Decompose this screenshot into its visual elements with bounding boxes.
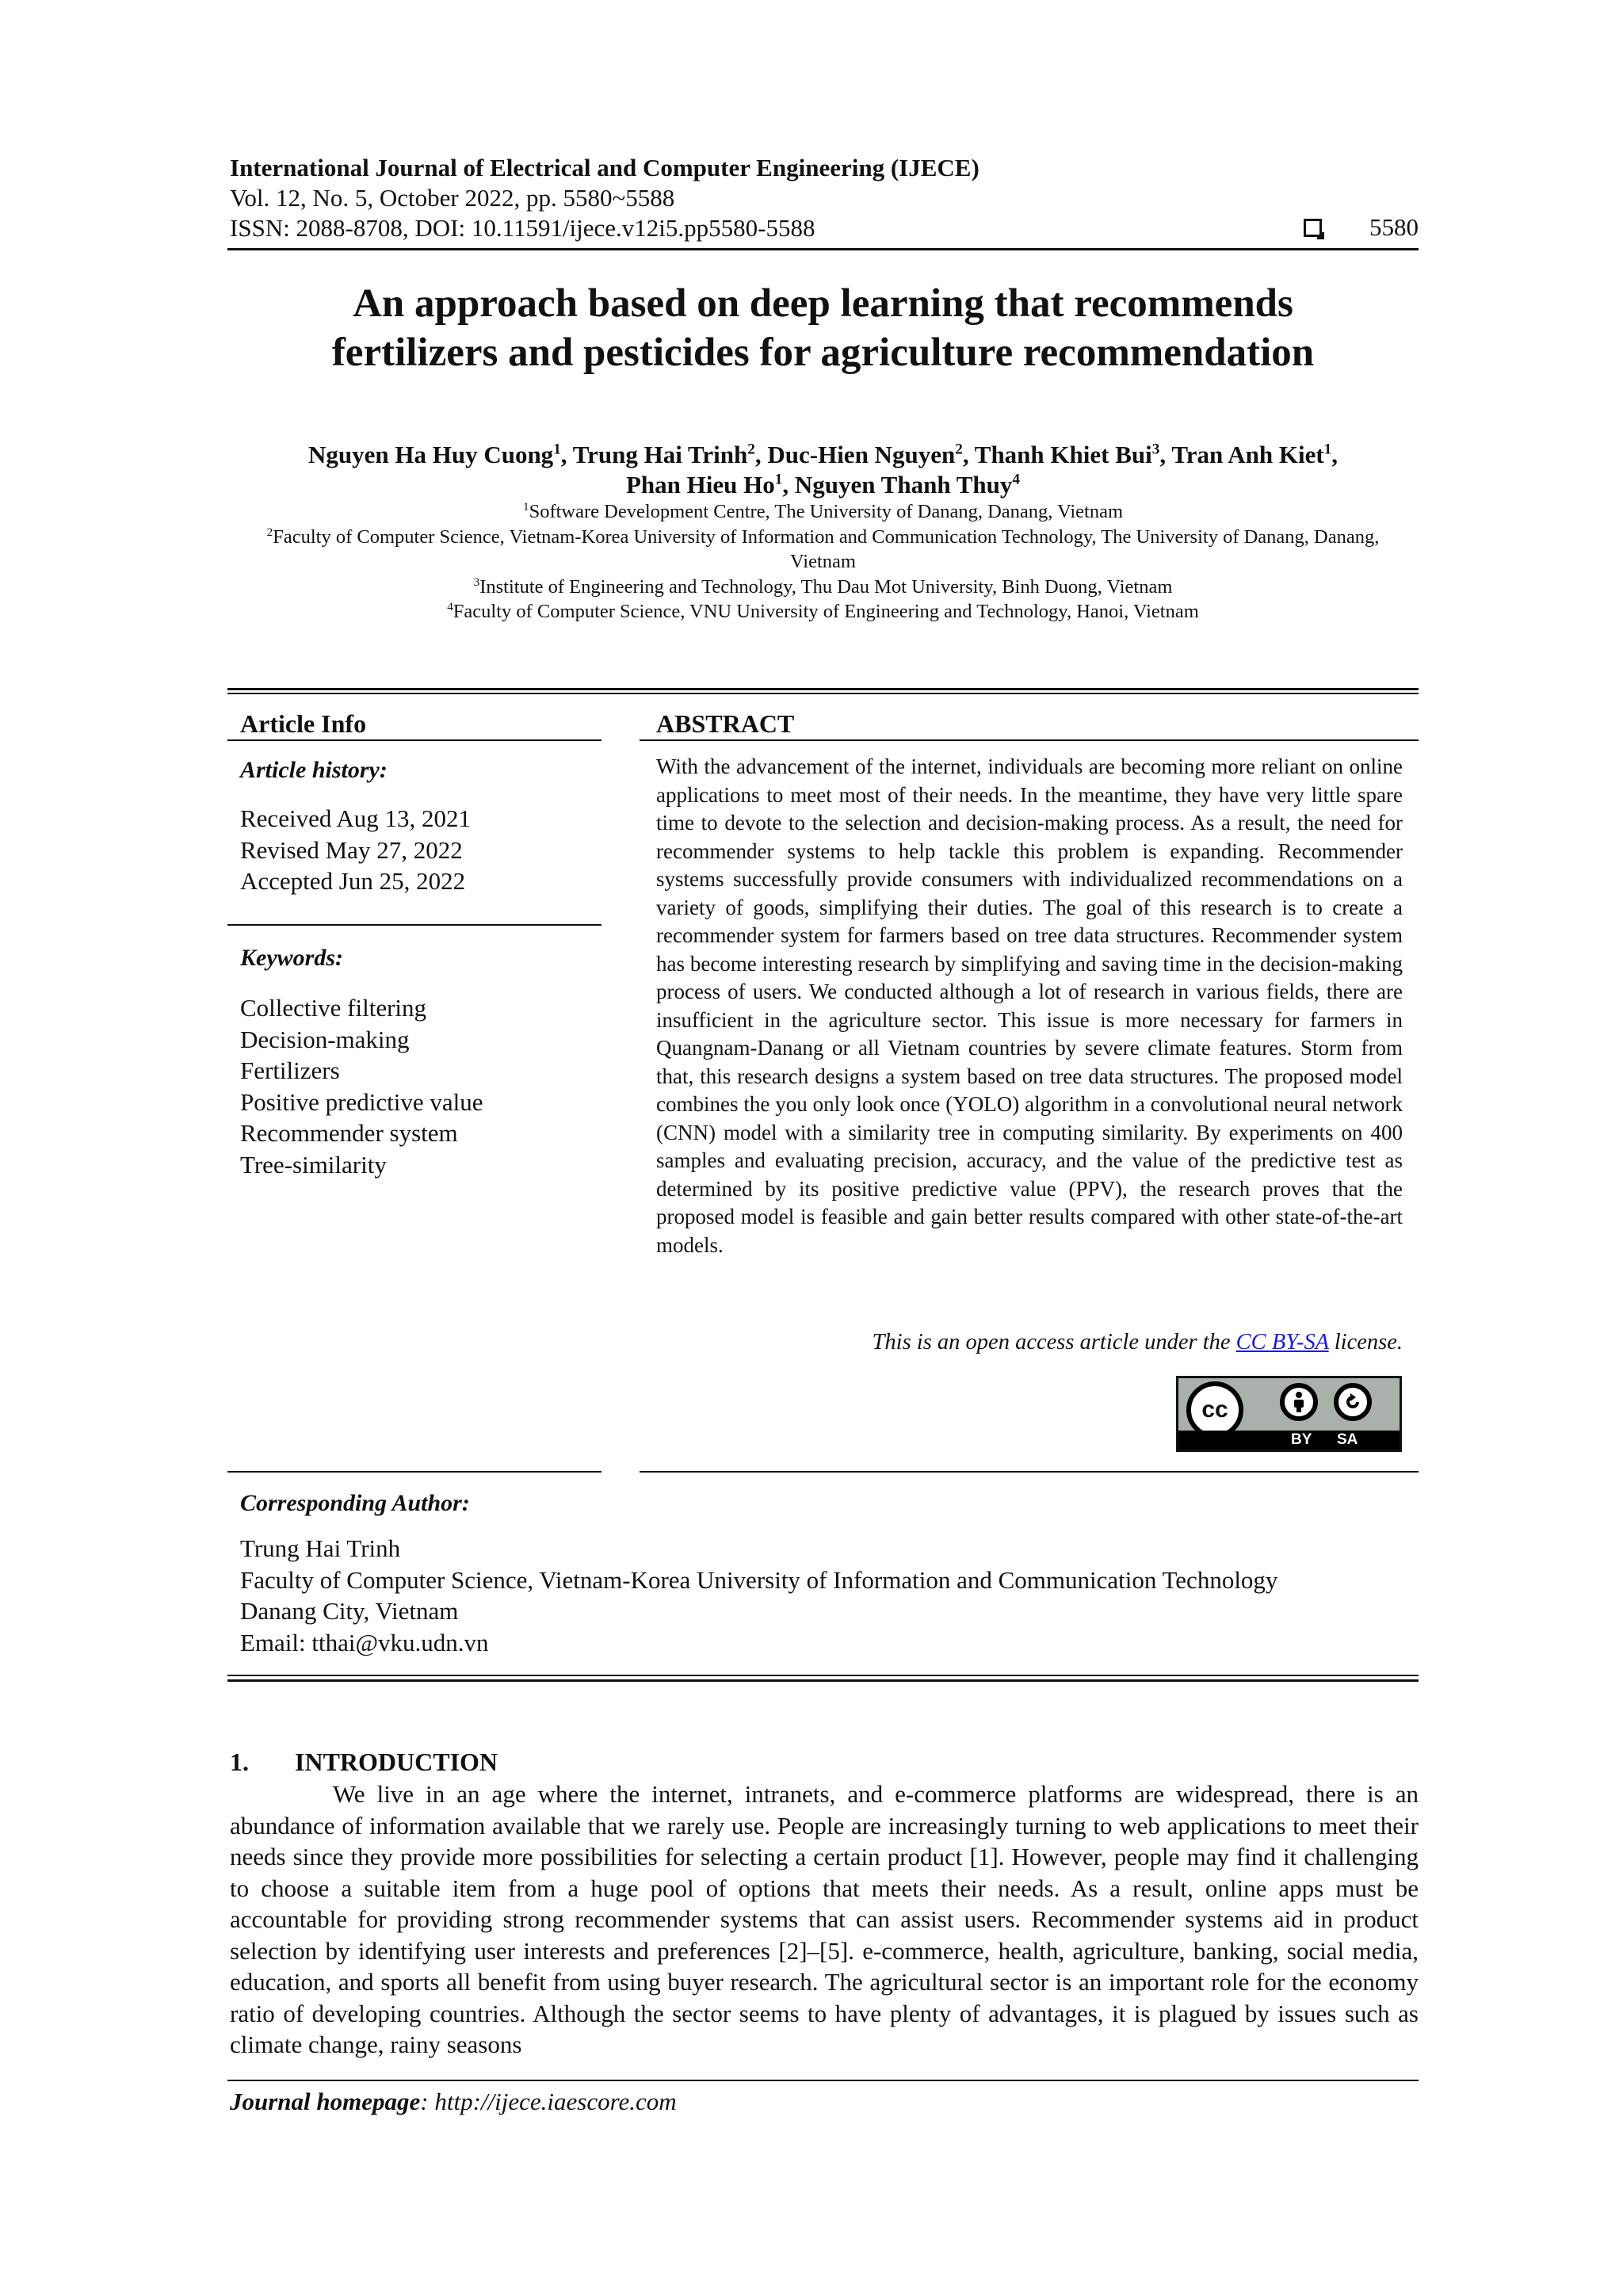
keywords-heading: Keywords:	[240, 945, 343, 971]
abstract-rule	[640, 739, 1419, 741]
history-rule	[227, 924, 601, 926]
affiliation	[227, 599, 1419, 625]
corresponding-city: Danang City, Vietnam	[240, 1597, 459, 1625]
author-name: Tran Anh Kiet	[1171, 441, 1324, 468]
affiliation	[227, 525, 1419, 575]
corresponding-author	[240, 1490, 1413, 1658]
introduction-text	[230, 1778, 1419, 2061]
author-sup: 1	[774, 471, 783, 488]
received-date: Received Aug 13, 2021	[240, 804, 472, 832]
affiliation-text: Software Development Centre, The University of Danang, Danang, Vietnam	[529, 501, 1124, 522]
revised-date: Revised May 27, 2022	[240, 835, 463, 864]
footer-rule	[227, 2080, 1419, 2081]
keyword-list	[240, 992, 483, 1180]
affiliation	[227, 575, 1419, 600]
page-number-block	[1304, 213, 1419, 242]
abstract-heading: ABSTRACT	[656, 709, 795, 738]
person-icon	[1289, 1391, 1308, 1413]
cc-sa-label: SA	[1337, 1431, 1358, 1448]
keyword: Collective filtering	[240, 994, 427, 1022]
corresponding-details	[240, 1533, 1413, 1658]
info-top-rule-2	[227, 693, 1419, 694]
author-sup: 1	[1323, 441, 1332, 458]
license-line	[656, 1330, 1403, 1355]
homepage-url[interactable]: : http://ijece.iaescore.com	[420, 2088, 677, 2115]
keyword: Decision-making	[240, 1025, 410, 1053]
author-name: Nguyen Thanh Thuy	[794, 471, 1013, 499]
author-sep: ,	[782, 471, 795, 499]
cc-by-sa-badge-icon[interactable]	[1176, 1376, 1402, 1452]
section-title: INTRODUCTION	[295, 1748, 498, 1776]
issn-line: ISSN: 2088-8708, DOI: 10.11591/ijece.v12i5.pp5580-5588	[230, 214, 815, 242]
journal-name: International Journal of Electrical and Computer Engineering (IJECE)	[230, 154, 980, 181]
cc-icon: cc	[1186, 1381, 1243, 1438]
keywords-bottom-rule	[227, 1471, 601, 1473]
page-number: 5580	[1369, 213, 1419, 241]
author-sep: ,	[754, 441, 768, 468]
abstract-text: With the advancement of the internet, individuals are becoming more reliant on online applications to meet most of their needs. In the meantime, they have very little spare time to devote to the selection and decision-making process. As a result, the need for recommender systems to help tackle this problem is expanding. Recommender systems successfully provide consumers with individualized recommendations on a variety of goods, simplifying their duties. The goal of this research is to create a recommender system for farmers based on tree data structures. Recommender system has become interesting research by simplifying and saving time in the decision-making process of users. We conducted although a lot of research in various fields, there are insufficient in the agriculture sector. This issue is more necessary for farmers in Quangnam-Danang or all Vietnam countries by severe climate features. Storm from that, this research designs a system based on tree data structures. The proposed model combines the you only look once (YOLO) algorithm in a convolutional neural network (CNN) model with a similarity tree in computing similarity. By experiments on 400 samples and evaluating precision, accuracy, and the value of the predictive test as determined by its positive predictive value (PPV), the research proves that the proposed model is feasible and gain better results compared with other state-of-the-art models.	[656, 755, 1403, 1257]
title-line-1: An approach based on deep learning that recommends	[353, 281, 1293, 326]
article-info-rule	[227, 739, 601, 741]
accepted-date: Accepted Jun 25, 2022	[240, 867, 466, 895]
introduction-heading	[230, 1748, 498, 1777]
share-alike-icon	[1334, 1383, 1372, 1421]
license-suffix: license.	[1328, 1330, 1403, 1354]
author-name: Duc-Hien Nguyen	[767, 441, 956, 468]
article-info-heading: Article Info	[240, 709, 367, 738]
author-name: Trung Hai Trinh	[572, 441, 748, 468]
title-line-2: fertilizers and pesticides for agriculture recommendation	[331, 330, 1315, 375]
author-sup: 3	[1151, 441, 1160, 458]
license-prefix: This is an open access article under the	[872, 1330, 1236, 1354]
affiliation-text: Institute of Engineering and Technology, Thu Dau Mot University, Binh Duong, Vietnam	[479, 575, 1173, 598]
journal-header	[230, 153, 980, 243]
author-sep: ,	[1331, 441, 1338, 468]
corresponding-name: Trung Hai Trinh	[240, 1534, 401, 1562]
info-bottom-rule	[227, 1675, 1419, 1676]
volume-line: Vol. 12, No. 5, October 2022, pp. 5580~5588	[230, 184, 675, 212]
keyword: Fertilizers	[240, 1056, 340, 1084]
paper-title	[227, 279, 1419, 377]
affiliation	[227, 499, 1419, 525]
page-box-icon	[1304, 219, 1322, 237]
author-sup: 2	[747, 441, 755, 458]
affiliation-text: Faculty of Computer Science, VNU University of Engineering and Technology, Hanoi, Vietnam	[453, 601, 1199, 622]
affiliation-sup: 4	[447, 599, 453, 613]
author-list	[227, 440, 1419, 500]
keyword: Positive predictive value	[240, 1087, 483, 1116]
author-sep: ,	[1159, 441, 1172, 468]
journal-homepage	[230, 2088, 677, 2116]
author-sup: 2	[955, 441, 963, 458]
author-name: Thanh Khiet Bui	[974, 441, 1152, 468]
info-top-rule	[227, 688, 1419, 690]
corresponding-email[interactable]: Email: tthai@vku.udn.vn	[240, 1628, 489, 1656]
license-link[interactable]: CC BY-SA	[1235, 1330, 1329, 1354]
affiliation-sup: 2	[266, 525, 273, 539]
homepage-label: Journal homepage	[230, 2088, 421, 2115]
corresponding-affiliation: Faculty of Computer Science, Vietnam-Korea University of Information and Communication Technology	[240, 1565, 1278, 1594]
article-history-heading: Article history:	[240, 757, 388, 783]
author-sup: 1	[553, 441, 561, 458]
author-name: Phan Hieu Ho	[625, 471, 775, 499]
header-rule	[227, 248, 1419, 250]
author-sup: 4	[1012, 471, 1021, 488]
corresponding-heading: Corresponding Author:	[240, 1490, 470, 1516]
introduction-paragraph: We live in an age where the internet, intranets, and e-commerce platforms are widespread, there is an abundance of information available that we rarely use. People are increasingly turning to web applications to meet their needs since they provide more possibilities for selecting a certain product [1]. However, people may find it challenging to choose a suitable item from a huge pool of options that meets their needs. As a result, online apps must be accountable for providing strong recommender systems that can assist users. Recommender systems aid in product selection by identifying user interests and preferences [2]–[5]. e-commerce, health, agriculture, banking, social media, education, and sports all benefit from using buyer research. The agricultural sector is an important role for the economy ratio of developing countries. Although the sector seems to have plenty of advantages, it is plagued by issues such as climate change, rainy seasons	[230, 1780, 1419, 2058]
section-number: 1.	[230, 1748, 249, 1776]
keyword: Tree-similarity	[240, 1150, 387, 1179]
abstract-bottom-rule	[640, 1471, 1419, 1473]
affiliation-sup: 3	[473, 575, 480, 589]
info-bottom-rule-2	[227, 1679, 1419, 1682]
cc-badge-bar	[1178, 1431, 1400, 1450]
cc-by-label: BY	[1291, 1431, 1312, 1448]
attribution-icon	[1280, 1383, 1318, 1421]
author-name: Nguyen Ha Huy Cuong	[307, 441, 554, 468]
share-alike-arrow-icon	[1342, 1392, 1363, 1412]
article-history	[240, 803, 471, 897]
author-sep: ,	[962, 441, 975, 468]
affiliation-text: Faculty of Computer Science, Vietnam-Korea University of Information and Communication Technology, The University of Danang, Danang, Vietnam	[273, 525, 1380, 572]
keyword: Recommender system	[240, 1119, 458, 1147]
author-sep: ,	[560, 441, 573, 468]
affiliation-list	[227, 499, 1419, 625]
affiliation-sup: 1	[522, 499, 529, 514]
